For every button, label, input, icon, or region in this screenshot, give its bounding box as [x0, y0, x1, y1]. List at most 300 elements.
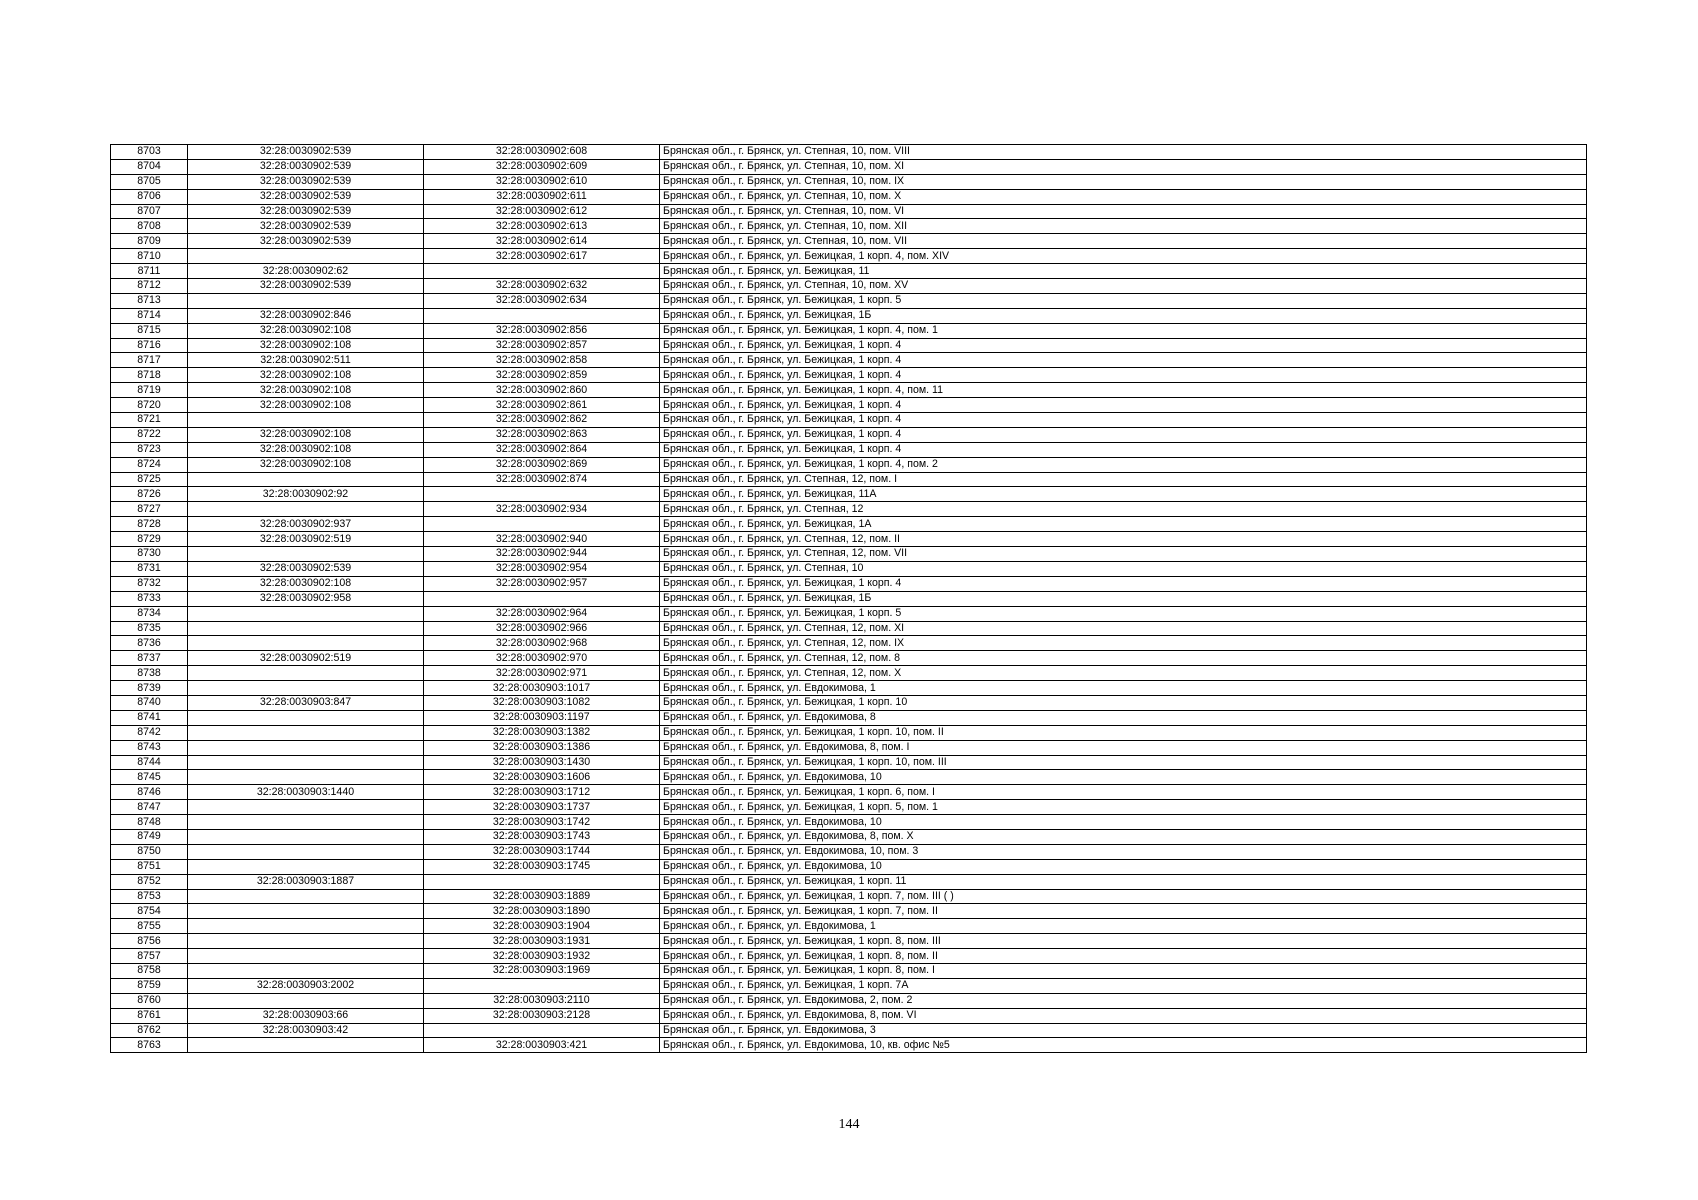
row-number-cell: 8740	[111, 695, 188, 710]
cadastral-number-cell: 32:28:0030903:1742	[424, 815, 660, 830]
cadastral-number-cell: 32:28:0030903:1197	[424, 710, 660, 725]
table-row	[111, 919, 1587, 934]
address-cell: Брянская обл., г. Брянск, ул. Бежицкая, 1 корп. 10, пом. III	[660, 755, 1587, 770]
table-row	[111, 844, 1587, 859]
cadastral-number-cell: 32:28:0030903:2110	[424, 993, 660, 1008]
row-number-cell: 8718	[111, 368, 188, 383]
parent-cadastral-number-cell: 32:28:0030902:108	[188, 383, 424, 398]
cadastral-number-cell: 32:28:0030903:1890	[424, 904, 660, 919]
parent-cadastral-number-cell	[188, 993, 424, 1008]
table-row	[111, 606, 1587, 621]
table-row	[111, 517, 1587, 532]
cadastral-number-cell: 32:28:0030902:862	[424, 413, 660, 428]
row-number-cell: 8704	[111, 159, 188, 174]
address-cell: Брянская обл., г. Брянск, ул. Евдокимова, 3	[660, 1023, 1587, 1038]
parent-cadastral-number-cell: 32:28:0030902:539	[188, 145, 424, 160]
parent-cadastral-number-cell	[188, 502, 424, 517]
table-row	[111, 398, 1587, 413]
table-row	[111, 755, 1587, 770]
cadastral-number-cell	[424, 874, 660, 889]
address-cell: Брянская обл., г. Брянск, ул. Бежицкая, 1 корп. 8, пом. III	[660, 934, 1587, 949]
row-number-cell: 8747	[111, 800, 188, 815]
cadastral-number-cell: 32:28:0030902:954	[424, 561, 660, 576]
address-cell: Брянская обл., г. Брянск, ул. Бежицкая, 1 корп. 4, пом. XIV	[660, 249, 1587, 264]
row-number-cell: 8744	[111, 755, 188, 770]
parent-cadastral-number-cell: 32:28:0030902:539	[188, 234, 424, 249]
row-number-cell: 8706	[111, 189, 188, 204]
address-cell: Брянская обл., г. Брянск, ул. Евдокимова, 2, пом. 2	[660, 993, 1587, 1008]
cadastral-number-cell: 32:28:0030903:1904	[424, 919, 660, 934]
table-row	[111, 963, 1587, 978]
parent-cadastral-number-cell: 32:28:0030902:539	[188, 279, 424, 294]
parent-cadastral-number-cell	[188, 413, 424, 428]
row-number-cell: 8742	[111, 725, 188, 740]
cadastral-number-cell	[424, 1023, 660, 1038]
table-row	[111, 472, 1587, 487]
cadastral-number-cell: 32:28:0030902:608	[424, 145, 660, 160]
table-row	[111, 145, 1587, 160]
parent-cadastral-number-cell: 32:28:0030902:62	[188, 264, 424, 279]
row-number-cell: 8746	[111, 785, 188, 800]
address-cell: Брянская обл., г. Брянск, ул. Бежицкая, 11	[660, 264, 1587, 279]
table-row	[111, 249, 1587, 264]
row-number-cell: 8722	[111, 427, 188, 442]
row-number-cell: 8750	[111, 844, 188, 859]
table-row	[111, 561, 1587, 576]
table-row	[111, 502, 1587, 517]
parent-cadastral-number-cell	[188, 249, 424, 264]
address-cell: Брянская обл., г. Брянск, ул. Бежицкая, 1 корп. 8, пом. II	[660, 949, 1587, 964]
table-row	[111, 427, 1587, 442]
cadastral-number-cell: 32:28:0030903:1082	[424, 695, 660, 710]
parent-cadastral-number-cell: 32:28:0030902:108	[188, 427, 424, 442]
address-cell: Брянская обл., г. Брянск, ул. Бежицкая, 1Б	[660, 308, 1587, 323]
address-cell: Брянская обл., г. Брянск, ул. Степная, 12, пом. VII	[660, 547, 1587, 562]
row-number-cell: 8728	[111, 517, 188, 532]
parent-cadastral-number-cell: 32:28:0030902:108	[188, 323, 424, 338]
table-row	[111, 993, 1587, 1008]
address-cell: Брянская обл., г. Брянск, ул. Бежицкая, 1 корп. 7А	[660, 978, 1587, 993]
row-number-cell: 8731	[111, 561, 188, 576]
row-number-cell: 8760	[111, 993, 188, 1008]
address-cell: Брянская обл., г. Брянск, ул. Бежицкая, 1 корп. 7, пом. II	[660, 904, 1587, 919]
parent-cadastral-number-cell	[188, 800, 424, 815]
address-cell: Брянская обл., г. Брянск, ул. Бежицкая, 1А	[660, 517, 1587, 532]
table-row	[111, 279, 1587, 294]
row-number-cell: 8751	[111, 859, 188, 874]
table-row	[111, 785, 1587, 800]
table-row	[111, 383, 1587, 398]
address-cell: Брянская обл., г. Брянск, ул. Бежицкая, 11А	[660, 487, 1587, 502]
table-row	[111, 666, 1587, 681]
cadastral-number-cell: 32:28:0030902:609	[424, 159, 660, 174]
cadastral-number-cell	[424, 978, 660, 993]
cadastral-number-cell: 32:28:0030903:1017	[424, 681, 660, 696]
parent-cadastral-number-cell: 32:28:0030902:539	[188, 561, 424, 576]
cadastral-number-cell: 32:28:0030902:634	[424, 293, 660, 308]
cadastral-number-cell: 32:28:0030902:874	[424, 472, 660, 487]
address-cell: Брянская обл., г. Брянск, ул. Степная, 10, пом. IX	[660, 174, 1587, 189]
table-row	[111, 949, 1587, 964]
table-row	[111, 978, 1587, 993]
table-row	[111, 234, 1587, 249]
row-number-cell: 8705	[111, 174, 188, 189]
cadastral-number-cell: 32:28:0030902:863	[424, 427, 660, 442]
row-number-cell: 8733	[111, 591, 188, 606]
parent-cadastral-number-cell: 32:28:0030902:108	[188, 576, 424, 591]
table-row	[111, 695, 1587, 710]
row-number-cell: 8727	[111, 502, 188, 517]
cadastral-number-cell: 32:28:0030902:858	[424, 353, 660, 368]
table-row	[111, 487, 1587, 502]
table-row	[111, 889, 1587, 904]
table-row	[111, 204, 1587, 219]
table-row	[111, 651, 1587, 666]
cadastral-number-cell: 32:28:0030903:421	[424, 1038, 660, 1053]
row-number-cell: 8753	[111, 889, 188, 904]
parent-cadastral-number-cell: 32:28:0030903:1887	[188, 874, 424, 889]
parent-cadastral-number-cell: 32:28:0030903:847	[188, 695, 424, 710]
cadastral-number-cell	[424, 591, 660, 606]
table-row	[111, 457, 1587, 472]
parent-cadastral-number-cell: 32:28:0030902:108	[188, 338, 424, 353]
row-number-cell: 8711	[111, 264, 188, 279]
cadastral-number-cell: 32:28:0030902:869	[424, 457, 660, 472]
cadastral-number-cell: 32:28:0030902:860	[424, 383, 660, 398]
row-number-cell: 8748	[111, 815, 188, 830]
row-number-cell: 8714	[111, 308, 188, 323]
table-row	[111, 591, 1587, 606]
address-cell: Брянская обл., г. Брянск, ул. Бежицкая, 1 корп. 7, пом. III ( )	[660, 889, 1587, 904]
row-number-cell: 8739	[111, 681, 188, 696]
row-number-cell: 8749	[111, 829, 188, 844]
parent-cadastral-number-cell: 32:28:0030902:108	[188, 457, 424, 472]
row-number-cell: 8719	[111, 383, 188, 398]
address-cell: Брянская обл., г. Брянск, ул. Степная, 10, пом. XII	[660, 219, 1587, 234]
table-row	[111, 338, 1587, 353]
row-number-cell: 8758	[111, 963, 188, 978]
address-cell: Брянская обл., г. Брянск, ул. Евдокимова, 1	[660, 681, 1587, 696]
row-number-cell: 8734	[111, 606, 188, 621]
table-row	[111, 174, 1587, 189]
cadastral-number-cell: 32:28:0030902:857	[424, 338, 660, 353]
parent-cadastral-number-cell	[188, 934, 424, 949]
table-row	[111, 413, 1587, 428]
cadastral-number-cell: 32:28:0030902:957	[424, 576, 660, 591]
cadastral-number-cell: 32:28:0030903:1386	[424, 740, 660, 755]
address-cell: Брянская обл., г. Брянск, ул. Бежицкая, 1 корп. 5	[660, 606, 1587, 621]
cadastral-number-cell: 32:28:0030903:1744	[424, 844, 660, 859]
table-row	[111, 740, 1587, 755]
row-number-cell: 8720	[111, 398, 188, 413]
table-row	[111, 770, 1587, 785]
cadastral-number-cell: 32:28:0030903:2128	[424, 1008, 660, 1023]
cadastral-number-cell: 32:28:0030902:611	[424, 189, 660, 204]
address-cell: Брянская обл., г. Брянск, ул. Бежицкая, 1 корп. 4	[660, 427, 1587, 442]
cadastral-number-cell: 32:28:0030903:1931	[424, 934, 660, 949]
row-number-cell: 8736	[111, 636, 188, 651]
parent-cadastral-number-cell	[188, 725, 424, 740]
parent-cadastral-number-cell	[188, 859, 424, 874]
row-number-cell: 8741	[111, 710, 188, 725]
parent-cadastral-number-cell: 32:28:0030903:1440	[188, 785, 424, 800]
row-number-cell: 8730	[111, 547, 188, 562]
parent-cadastral-number-cell	[188, 963, 424, 978]
cadastral-number-cell: 32:28:0030902:861	[424, 398, 660, 413]
cadastral-number-cell: 32:28:0030902:617	[424, 249, 660, 264]
address-cell: Брянская обл., г. Брянск, ул. Степная, 12, пом. II	[660, 532, 1587, 547]
address-cell: Брянская обл., г. Брянск, ул. Евдокимова, 1	[660, 919, 1587, 934]
parent-cadastral-number-cell	[188, 666, 424, 681]
cadastral-number-cell: 32:28:0030902:971	[424, 666, 660, 681]
address-cell: Брянская обл., г. Брянск, ул. Бежицкая, 1 корп. 10, пом. II	[660, 725, 1587, 740]
table-row	[111, 621, 1587, 636]
table-row	[111, 576, 1587, 591]
address-cell: Брянская обл., г. Брянск, ул. Бежицкая, 1 корп. 4	[660, 413, 1587, 428]
table-row	[111, 547, 1587, 562]
row-number-cell: 8752	[111, 874, 188, 889]
parent-cadastral-number-cell: 32:28:0030902:539	[188, 174, 424, 189]
parent-cadastral-number-cell	[188, 621, 424, 636]
cadastral-number-cell: 32:28:0030903:1745	[424, 859, 660, 874]
cadastral-number-cell: 32:28:0030902:864	[424, 442, 660, 457]
parent-cadastral-number-cell: 32:28:0030902:539	[188, 159, 424, 174]
cadastral-number-cell: 32:28:0030902:614	[424, 234, 660, 249]
cadastral-number-cell	[424, 517, 660, 532]
parent-cadastral-number-cell	[188, 755, 424, 770]
cadastral-number-cell	[424, 487, 660, 502]
row-number-cell: 8707	[111, 204, 188, 219]
table-row	[111, 1008, 1587, 1023]
address-cell: Брянская обл., г. Брянск, ул. Евдокимова, 10	[660, 770, 1587, 785]
table-row	[111, 264, 1587, 279]
parent-cadastral-number-cell	[188, 636, 424, 651]
parent-cadastral-number-cell: 32:28:0030903:66	[188, 1008, 424, 1023]
cadastral-number-cell: 32:28:0030902:934	[424, 502, 660, 517]
table-row	[111, 442, 1587, 457]
table-row	[111, 681, 1587, 696]
address-cell: Брянская обл., г. Брянск, ул. Евдокимова, 8	[660, 710, 1587, 725]
cadastral-number-cell: 32:28:0030903:1382	[424, 725, 660, 740]
address-cell: Брянская обл., г. Брянск, ул. Бежицкая, 1 корп. 5, пом. 1	[660, 800, 1587, 815]
address-cell: Брянская обл., г. Брянск, ул. Степная, 12, пом. X	[660, 666, 1587, 681]
parent-cadastral-number-cell	[188, 889, 424, 904]
table-row	[111, 800, 1587, 815]
parent-cadastral-number-cell: 32:28:0030902:539	[188, 189, 424, 204]
address-cell: Брянская обл., г. Брянск, ул. Бежицкая, 1 корп. 4	[660, 353, 1587, 368]
address-cell: Брянская обл., г. Брянск, ул. Евдокимова, 8, пом. X	[660, 829, 1587, 844]
registry-table-body	[111, 145, 1587, 1053]
row-number-cell: 8708	[111, 219, 188, 234]
row-number-cell: 8756	[111, 934, 188, 949]
cadastral-number-cell: 32:28:0030902:632	[424, 279, 660, 294]
address-cell: Брянская обл., г. Брянск, ул. Бежицкая, 1 корп. 4, пом. 11	[660, 383, 1587, 398]
table-row	[111, 323, 1587, 338]
row-number-cell: 8703	[111, 145, 188, 160]
parent-cadastral-number-cell: 32:28:0030902:958	[188, 591, 424, 606]
address-cell: Брянская обл., г. Брянск, ул. Евдокимова, 10, кв. офис №5	[660, 1038, 1587, 1053]
row-number-cell: 8717	[111, 353, 188, 368]
cadastral-number-cell: 32:28:0030902:859	[424, 368, 660, 383]
row-number-cell: 8754	[111, 904, 188, 919]
address-cell: Брянская обл., г. Брянск, ул. Бежицкая, 1Б	[660, 591, 1587, 606]
address-cell: Брянская обл., г. Брянск, ул. Бежицкая, 1 корп. 10	[660, 695, 1587, 710]
parent-cadastral-number-cell	[188, 472, 424, 487]
cadastral-number-cell: 32:28:0030902:944	[424, 547, 660, 562]
row-number-cell: 8716	[111, 338, 188, 353]
row-number-cell: 8732	[111, 576, 188, 591]
cadastral-number-cell: 32:28:0030903:1969	[424, 963, 660, 978]
cadastral-number-cell: 32:28:0030902:940	[424, 532, 660, 547]
parent-cadastral-number-cell: 32:28:0030902:108	[188, 442, 424, 457]
table-row	[111, 934, 1587, 949]
cadastral-number-cell: 32:28:0030902:613	[424, 219, 660, 234]
row-number-cell: 8713	[111, 293, 188, 308]
table-row	[111, 829, 1587, 844]
row-number-cell: 8763	[111, 1038, 188, 1053]
row-number-cell: 8725	[111, 472, 188, 487]
row-number-cell: 8738	[111, 666, 188, 681]
parent-cadastral-number-cell: 32:28:0030902:108	[188, 398, 424, 413]
row-number-cell: 8715	[111, 323, 188, 338]
row-number-cell: 8729	[111, 532, 188, 547]
row-number-cell: 8761	[111, 1008, 188, 1023]
parent-cadastral-number-cell: 32:28:0030902:539	[188, 204, 424, 219]
row-number-cell: 8762	[111, 1023, 188, 1038]
row-number-cell: 8712	[111, 279, 188, 294]
parent-cadastral-number-cell: 32:28:0030903:2002	[188, 978, 424, 993]
row-number-cell: 8757	[111, 949, 188, 964]
table-row	[111, 532, 1587, 547]
address-cell: Брянская обл., г. Брянск, ул. Бежицкая, 1 корп. 8, пом. I	[660, 963, 1587, 978]
parent-cadastral-number-cell: 32:28:0030902:511	[188, 353, 424, 368]
address-cell: Брянская обл., г. Брянск, ул. Степная, 10, пом. VII	[660, 234, 1587, 249]
parent-cadastral-number-cell	[188, 904, 424, 919]
address-cell: Брянская обл., г. Брянск, ул. Степная, 10, пом. XI	[660, 159, 1587, 174]
row-number-cell: 8724	[111, 457, 188, 472]
table-row	[111, 636, 1587, 651]
address-cell: Брянская обл., г. Брянск, ул. Евдокимова, 8, пом. VI	[660, 1008, 1587, 1023]
row-number-cell: 8709	[111, 234, 188, 249]
parent-cadastral-number-cell	[188, 606, 424, 621]
cadastral-number-cell: 32:28:0030902:964	[424, 606, 660, 621]
address-cell: Брянская обл., г. Брянск, ул. Бежицкая, 1 корп. 4	[660, 368, 1587, 383]
address-cell: Брянская обл., г. Брянск, ул. Бежицкая, 1 корп. 4	[660, 442, 1587, 457]
parent-cadastral-number-cell: 32:28:0030902:937	[188, 517, 424, 532]
parent-cadastral-number-cell: 32:28:0030903:42	[188, 1023, 424, 1038]
parent-cadastral-number-cell	[188, 949, 424, 964]
address-cell: Брянская обл., г. Брянск, ул. Евдокимова, 10, пом. 3	[660, 844, 1587, 859]
cadastral-number-cell: 32:28:0030902:970	[424, 651, 660, 666]
address-cell: Брянская обл., г. Брянск, ул. Бежицкая, 1 корп. 5	[660, 293, 1587, 308]
parent-cadastral-number-cell: 32:28:0030902:519	[188, 651, 424, 666]
address-cell: Брянская обл., г. Брянск, ул. Степная, 12	[660, 502, 1587, 517]
cadastral-number-cell: 32:28:0030902:856	[424, 323, 660, 338]
table-row	[111, 189, 1587, 204]
parent-cadastral-number-cell: 32:28:0030902:92	[188, 487, 424, 502]
address-cell: Брянская обл., г. Брянск, ул. Степная, 10, пом. VIII	[660, 145, 1587, 160]
parent-cadastral-number-cell	[188, 740, 424, 755]
parent-cadastral-number-cell	[188, 829, 424, 844]
address-cell: Брянская обл., г. Брянск, ул. Степная, 10, пом. X	[660, 189, 1587, 204]
row-number-cell: 8743	[111, 740, 188, 755]
cadastral-number-cell: 32:28:0030903:1737	[424, 800, 660, 815]
table-row	[111, 1023, 1587, 1038]
cadastral-number-cell	[424, 308, 660, 323]
table-row	[111, 725, 1587, 740]
parent-cadastral-number-cell	[188, 293, 424, 308]
table-row	[111, 815, 1587, 830]
row-number-cell: 8721	[111, 413, 188, 428]
table-row	[111, 859, 1587, 874]
row-number-cell: 8755	[111, 919, 188, 934]
address-cell: Брянская обл., г. Брянск, ул. Степная, 12, пом. 8	[660, 651, 1587, 666]
row-number-cell: 8745	[111, 770, 188, 785]
parent-cadastral-number-cell	[188, 844, 424, 859]
parent-cadastral-number-cell	[188, 919, 424, 934]
property-registry-table	[110, 144, 1587, 1053]
address-cell: Брянская обл., г. Брянск, ул. Евдокимова, 8, пом. I	[660, 740, 1587, 755]
cadastral-number-cell: 32:28:0030903:1932	[424, 949, 660, 964]
cadastral-number-cell	[424, 264, 660, 279]
address-cell: Брянская обл., г. Брянск, ул. Бежицкая, 1 корп. 6, пом. I	[660, 785, 1587, 800]
cadastral-number-cell: 32:28:0030903:1606	[424, 770, 660, 785]
table-row	[111, 219, 1587, 234]
address-cell: Брянская обл., г. Брянск, ул. Бежицкая, 1 корп. 4, пом. 2	[660, 457, 1587, 472]
parent-cadastral-number-cell	[188, 710, 424, 725]
table-row	[111, 710, 1587, 725]
cadastral-number-cell: 32:28:0030902:610	[424, 174, 660, 189]
row-number-cell: 8710	[111, 249, 188, 264]
page-number: 144	[838, 1117, 860, 1132]
address-cell: Брянская обл., г. Брянск, ул. Степная, 10	[660, 561, 1587, 576]
parent-cadastral-number-cell	[188, 681, 424, 696]
address-cell: Брянская обл., г. Брянск, ул. Степная, 10, пом. VI	[660, 204, 1587, 219]
table-row	[111, 368, 1587, 383]
address-cell: Брянская обл., г. Брянск, ул. Степная, 10, пом. XV	[660, 279, 1587, 294]
table-row	[111, 353, 1587, 368]
table-row	[111, 874, 1587, 889]
address-cell: Брянская обл., г. Брянск, ул. Бежицкая, 1 корп. 4	[660, 576, 1587, 591]
address-cell: Брянская обл., г. Брянск, ул. Бежицкая, 1 корп. 11	[660, 874, 1587, 889]
parent-cadastral-number-cell: 32:28:0030902:539	[188, 219, 424, 234]
row-number-cell: 8726	[111, 487, 188, 502]
parent-cadastral-number-cell: 32:28:0030902:846	[188, 308, 424, 323]
cadastral-number-cell: 32:28:0030903:1743	[424, 829, 660, 844]
row-number-cell: 8723	[111, 442, 188, 457]
parent-cadastral-number-cell: 32:28:0030902:108	[188, 368, 424, 383]
row-number-cell: 8759	[111, 978, 188, 993]
table-row	[111, 904, 1587, 919]
table-row	[111, 308, 1587, 323]
table-row	[111, 1038, 1587, 1053]
parent-cadastral-number-cell: 32:28:0030902:519	[188, 532, 424, 547]
table-row	[111, 293, 1587, 308]
row-number-cell: 8737	[111, 651, 188, 666]
address-cell: Брянская обл., г. Брянск, ул. Бежицкая, 1 корп. 4	[660, 398, 1587, 413]
address-cell: Брянская обл., г. Брянск, ул. Евдокимова, 10	[660, 815, 1587, 830]
row-number-cell: 8735	[111, 621, 188, 636]
parent-cadastral-number-cell	[188, 815, 424, 830]
cadastral-number-cell: 32:28:0030902:968	[424, 636, 660, 651]
address-cell: Брянская обл., г. Брянск, ул. Евдокимова, 10	[660, 859, 1587, 874]
cadastral-number-cell: 32:28:0030902:966	[424, 621, 660, 636]
address-cell: Брянская обл., г. Брянск, ул. Бежицкая, 1 корп. 4	[660, 338, 1587, 353]
cadastral-number-cell: 32:28:0030903:1889	[424, 889, 660, 904]
parent-cadastral-number-cell	[188, 1038, 424, 1053]
parent-cadastral-number-cell	[188, 770, 424, 785]
parent-cadastral-number-cell	[188, 547, 424, 562]
